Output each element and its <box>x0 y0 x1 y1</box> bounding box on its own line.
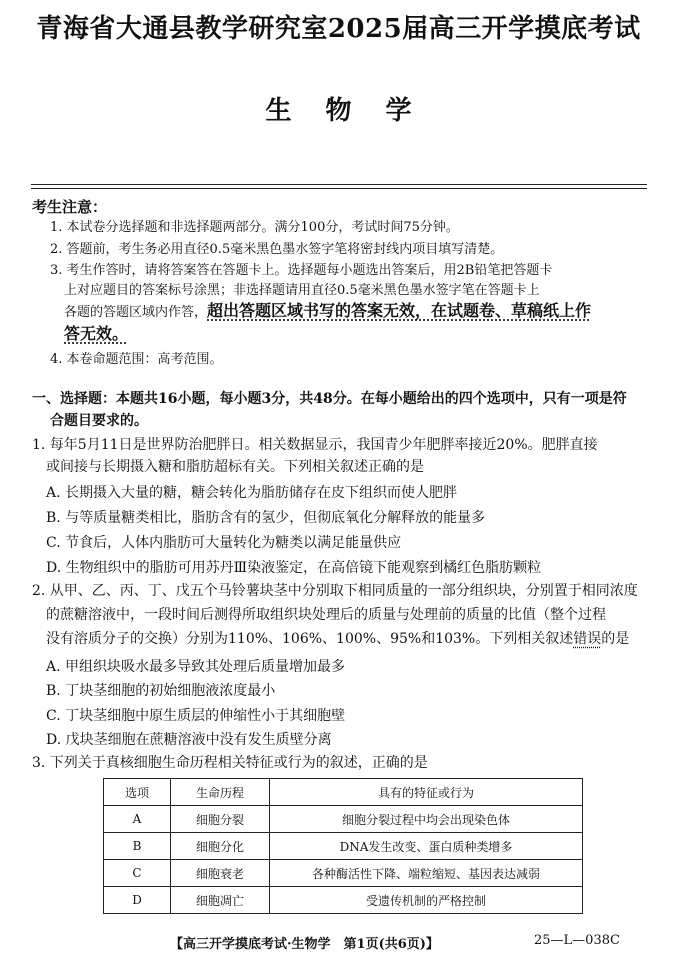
notice-item-3-line4 <box>64 324 664 345</box>
exam-title: 青海省大通县教学研究室2025届高三开学摸底考试 <box>36 14 641 44</box>
question-2-option-d: D. 戊块茎细胞在蔗糖溶液中没有发生质壁分离 <box>46 732 332 748</box>
table-header: 生命历程 <box>171 779 270 806</box>
table-header: 选项 <box>104 779 171 806</box>
question-2-emphasis: 错误 <box>573 631 602 647</box>
section-heading-cont: 合题目要求的。 <box>50 413 148 429</box>
footer-page-info: 【高三开学摸底考试·生物学 第1页(共6页)】 <box>170 937 439 952</box>
section-heading: 一、选择题：本题共16小题，每小题3分，共48分。在每小题给出的四个选项中，只有一项是符 <box>32 391 627 407</box>
notice-heading: 考生注意： <box>32 198 108 216</box>
notice-item-3-line3 <box>64 301 664 322</box>
table-cell: 细胞分化 <box>171 833 270 860</box>
notice-item-3: 3. 考生作答时，请将答案答在答题卡上。选择题每小题选出答案后，用2B铅笔把答题卡 <box>50 263 553 278</box>
question-1-stem: 1. 每年5月11日是世界防治肥胖日。相关数据显示，我国青少年肥胖率接近20%。肥胖直接 <box>32 437 598 453</box>
notice-emphasis: 超出答题区域书写的答案无效，在试题卷、草稿纸上作 <box>207 301 592 320</box>
table-header: 具有的特征或行为 <box>270 779 583 806</box>
question-2-option-c: C. 丁块茎细胞中原生质层的伸缩性小于其细胞壁 <box>46 708 346 724</box>
table-row <box>104 806 583 833</box>
question-2-stem-cont2 <box>46 628 666 650</box>
question-1-option-b: B. 与等质量糖类相比，脂肪含有的氢少，但彻底氧化分解释放的能量多 <box>46 510 486 526</box>
notice-item-3-line2: 上对应题目的答案标号涂黑；非选择题请用直径0.5毫米黑色墨水签字笔在答题卡上 <box>64 283 540 298</box>
table-row <box>104 833 583 860</box>
question-3-stem: 3. 下列关于真核细胞生命历程相关特征或行为的叙述，正确的是 <box>32 755 428 771</box>
table-cell: 细胞衰老 <box>171 860 270 887</box>
table-cell: 细胞凋亡 <box>171 887 270 914</box>
notice-text: 各题的答题区域内作答， <box>64 305 208 320</box>
table-cell: 各种酶活性下降、端粒缩短、基因表达减弱 <box>270 860 583 887</box>
question-2-stem-cont: 的蔗糖溶液中，一段时间后测得所取组织块处理后的质量与处理前的质量的比值（整个过程 <box>46 607 606 623</box>
question-2-option-b: B. 丁块茎细胞的初始细胞液浓度最小 <box>46 683 276 699</box>
question-1-option-c: C. 节食后，人体内脂肪可大量转化为糖类以满足能量供应 <box>46 535 402 551</box>
divider-top <box>31 184 647 185</box>
question-2-stem: 2. 从甲、乙、丙、丁、戊五个马铃薯块茎中分别取下相同质量的一部分组织块，分别置于相同浓度 <box>32 583 638 599</box>
table-cell: B <box>104 833 171 860</box>
question-3-table <box>103 778 583 914</box>
table-cell: 细胞分裂过程中均会出现染色体 <box>270 806 583 833</box>
table-cell: DNA发生改变、蛋白质种类增多 <box>270 833 583 860</box>
table-cell: C <box>104 860 171 887</box>
question-2-option-a: A. 甲组织块吸水最多导致其处理后质量增加最多 <box>46 659 346 675</box>
question-1-stem-cont: 或间接与长期摄入糖和脂肪超标有关。下列相关叙述正确的是 <box>46 459 424 475</box>
table-cell: A <box>104 806 171 833</box>
divider-bottom <box>31 188 647 189</box>
table-row <box>104 860 583 887</box>
subject-title: 生物学 <box>265 96 446 126</box>
table-cell: 受遗传机制的严格控制 <box>270 887 583 914</box>
notice-item-1: 1. 本试卷分选择题和非选择题两部分。满分100分，考试时间75分钟。 <box>50 220 459 235</box>
table-cell: 细胞分裂 <box>171 806 270 833</box>
question-1-option-d: D. 生物组织中的脂肪可用苏丹Ⅲ染液鉴定，在高倍镜下能观察到橘红色脂肪颗粒 <box>46 560 542 576</box>
footer-code: 25—L—038C <box>534 933 620 948</box>
notice-emphasis-end: 答无效。 <box>64 324 129 343</box>
question-1-option-a: A. 长期摄入大量的糖，糖会转化为脂肪储存在皮下组织而使人肥胖 <box>46 485 458 501</box>
notice-item-4: 4. 本卷命题范围：高考范围。 <box>50 352 223 367</box>
question-2-text-end: 的是 <box>601 631 630 647</box>
table-cell: D <box>104 887 171 914</box>
table-row <box>104 887 583 914</box>
question-2-text: 没有溶质分子的交换）分别为110%、106%、100%、95%和103%。下列相关叙述 <box>46 631 574 647</box>
notice-item-2: 2. 答题前，考生务必用直径0.5毫米黑色墨水签字笔将密封线内项目填写清楚。 <box>50 242 504 257</box>
table-header-row <box>104 779 583 806</box>
